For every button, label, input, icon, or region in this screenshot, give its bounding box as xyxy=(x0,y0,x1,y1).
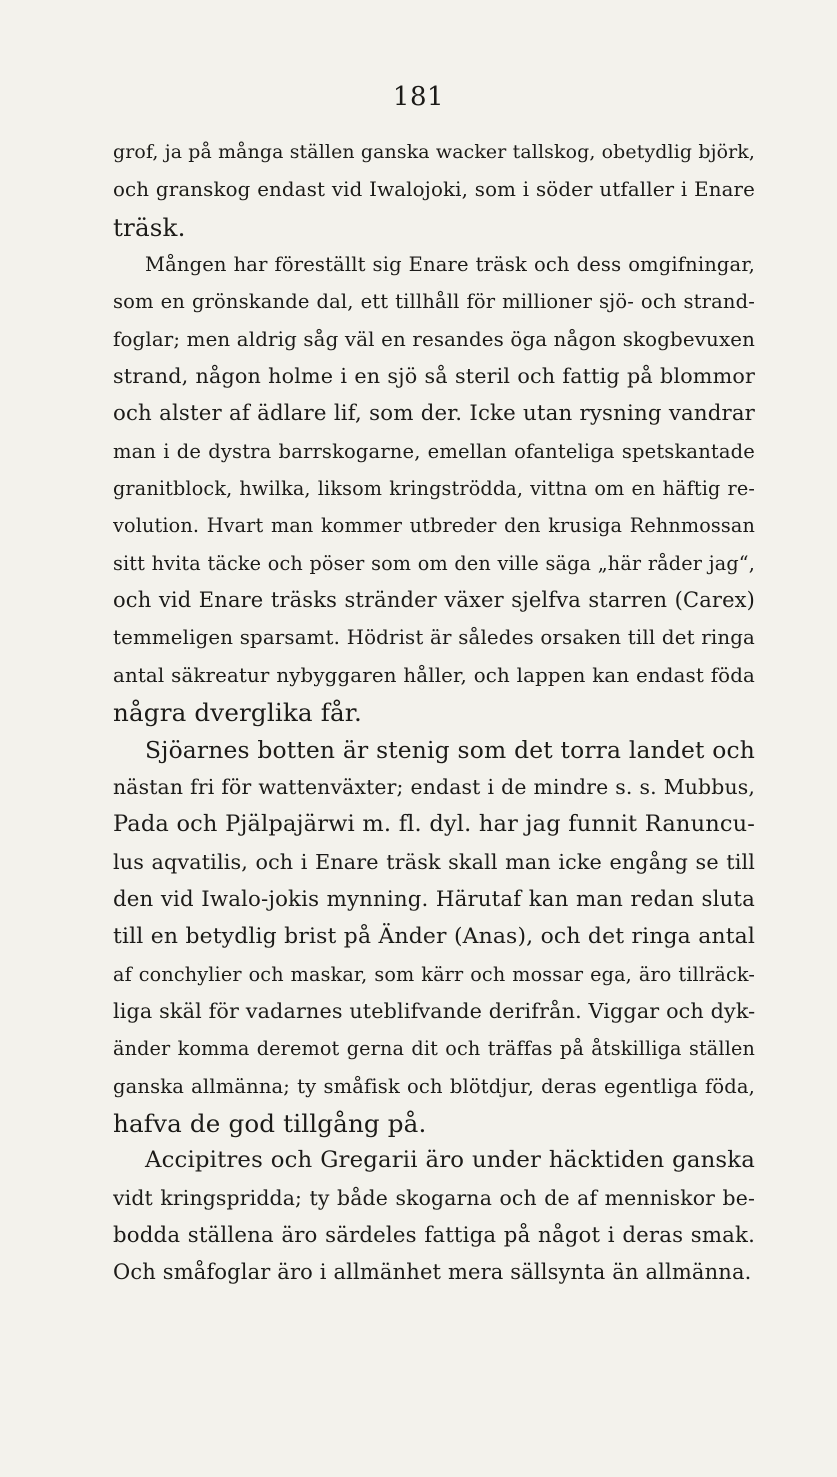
text-line: Pada och Pjälpajärwi m. fl. dyl. har jag funnit Ranuncu- xyxy=(113,811,755,838)
text-line: som en grönskande dal, ett tillhåll för millioner sjö- och strand- xyxy=(113,290,755,314)
page-number: 181 xyxy=(392,82,445,112)
text-line: Och småfoglar äro i allmänhet mera sällsynta än allmänna. xyxy=(113,1260,752,1285)
text-line: den vid Iwalo-jokis mynning. Härutaf kan man redan sluta xyxy=(113,886,755,912)
text-line: nästan fri för wattenväxter; endast i de mindre s. s. Mubbus, xyxy=(113,774,755,799)
text-line: några dverglika får. xyxy=(113,698,362,728)
text-line: till en betydlig brist på Änder (Anas), och det ringa antal xyxy=(113,924,755,950)
text-line: hafva de god tillgång på. xyxy=(113,1108,427,1138)
text-line: Sjöarnes botten är stenig som det torra landet och xyxy=(145,735,755,764)
text-line: och alster af ädlare lif, som der. Icke utan rysning vandrar xyxy=(113,401,755,427)
text-line: lus aqvatilis, och i Enare träsk skall man icke engång se till xyxy=(113,849,755,874)
body-text xyxy=(113,134,755,1292)
text-line: volution. Hvart man kommer utbreder den krusiga Rehnmossan xyxy=(113,514,755,538)
text-line: bodda ställena äro särdeles fattiga på något i deras smak. xyxy=(113,1222,755,1248)
text-line: ganska allmänna; ty småfisk och blötdjur, deras egentliga föda, xyxy=(113,1074,755,1098)
text-line: sitt hvita täcke och pöser som om den ville säga „här råder jag“, xyxy=(113,551,755,575)
text-line: liga skäl för vadarnes uteblifvande derifrån. Viggar och dyk- xyxy=(113,998,755,1023)
text-line: granitblock, hwilka, liksom kringströdda, vittna om en häftig re- xyxy=(113,477,755,501)
text-line: antal säkreatur nybyggaren håller, och lappen kan endast föda xyxy=(113,663,755,687)
text-line: Accipitres och Gregarii äro under häcktiden ganska xyxy=(145,1147,755,1174)
text-line: vidt kringspridda; ty både skogarna och de af menniskor be- xyxy=(113,1185,755,1210)
text-line: strand, någon holme i en sjö så steril och fattig på blommor xyxy=(113,364,755,389)
text-line: af conchylier och maskar, som kärr och mossar ega, äro tillräck- xyxy=(113,962,755,986)
text-line: träsk. xyxy=(113,212,186,242)
text-line: och granskog endast vid Iwalojoki, som i söder utfaller i Enare xyxy=(113,178,755,202)
text-line: temmeligen sparsamt. Hödrist är således orsaken till det ringa xyxy=(113,626,755,650)
text-line: och vid Enare träsks stränder växer sjelfva starren (Carex) xyxy=(113,588,755,613)
text-line: änder komma deremot gerna dit och träffas på åtskilliga ställen xyxy=(113,1037,755,1061)
text-line: foglar; men aldrig såg väl en resandes öga någon skogbevuxen xyxy=(113,327,755,351)
text-line: grof, ja på många ställen ganska wacker tallskog, obetydlig björk, xyxy=(113,141,755,163)
text-line: Mången har föreställt sig Enare träsk och dess omgifningar, xyxy=(145,253,755,277)
text-line: man i de dystra barrskogarne, emellan ofanteliga spetskantade xyxy=(113,439,755,463)
